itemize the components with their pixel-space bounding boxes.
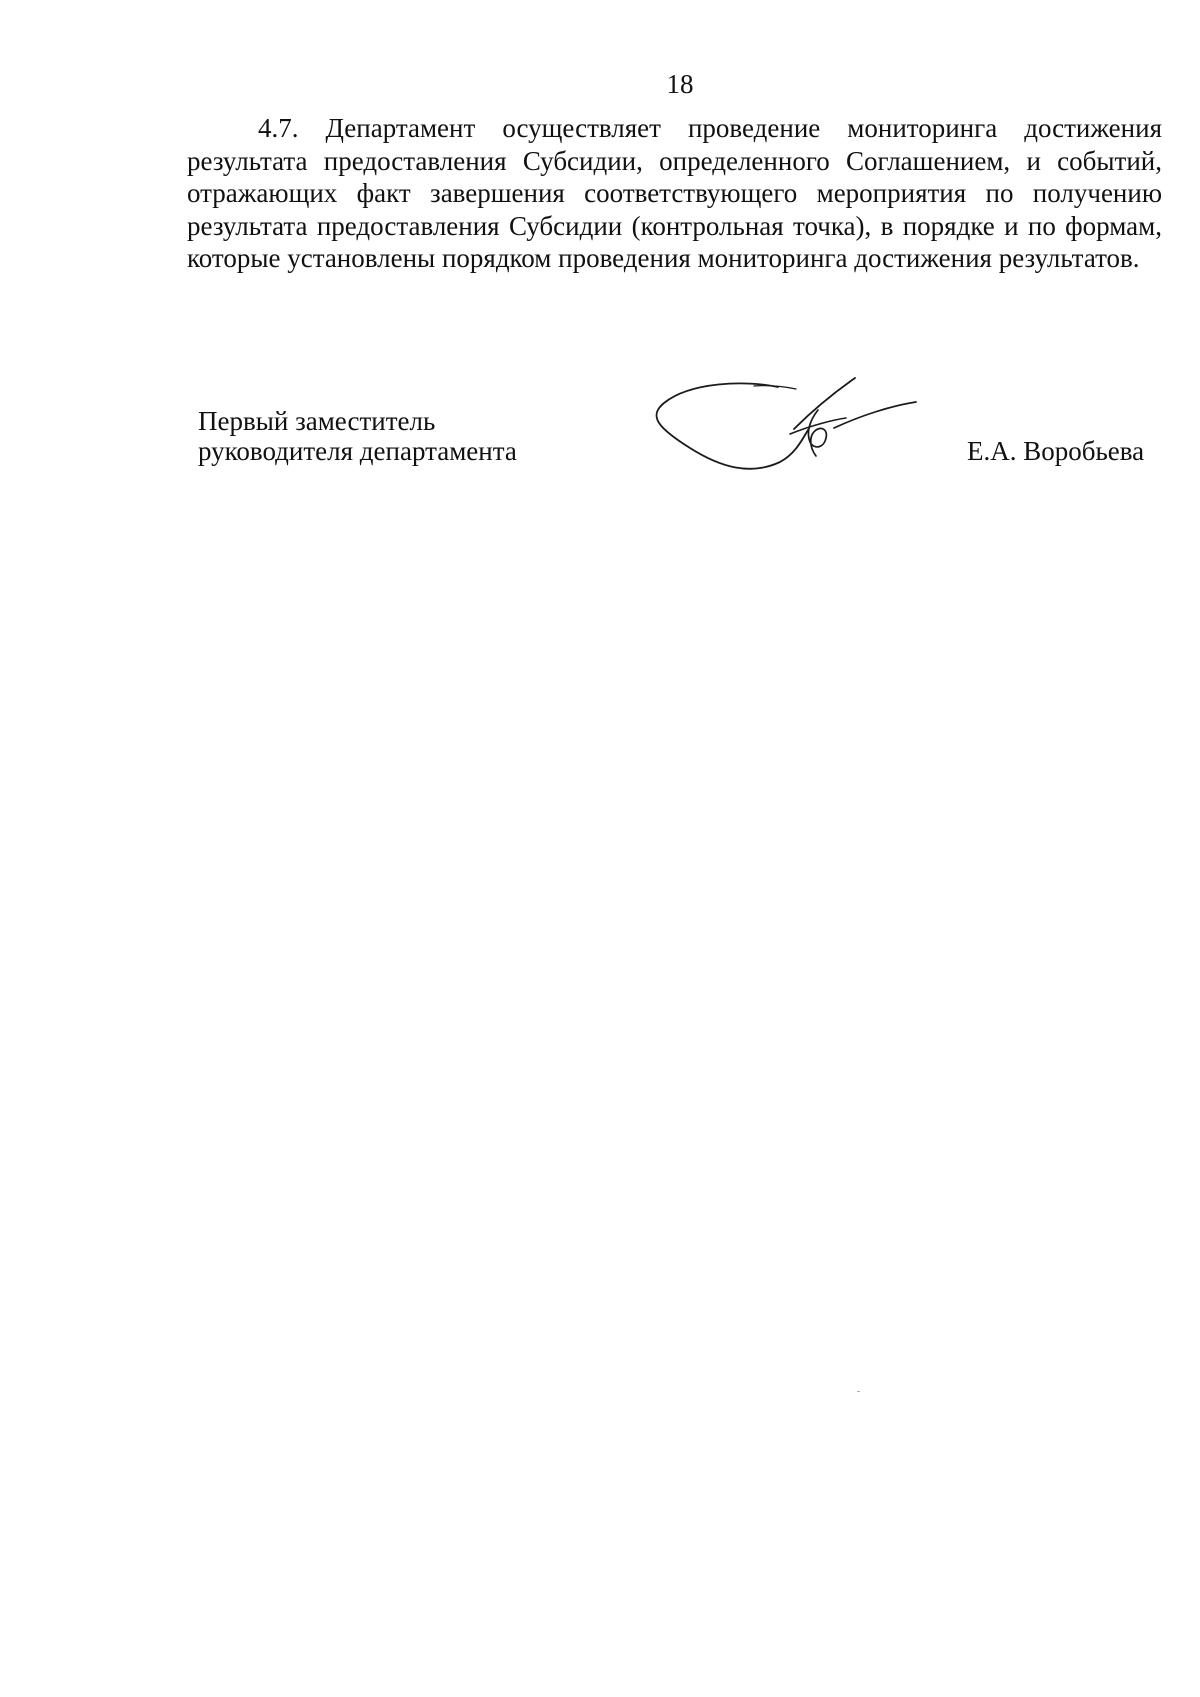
signer-position-line-2: руководителя департамента: [198, 436, 517, 466]
paragraph-4-7: 4.7. Департамент осуществляет проведение мониторинга достижения результата предоставления Субсидии, определенного Соглашением, и событий, отражающих факт завершения соответствующего мероприятия по получению результата предоставления Субсидии (контрольная точка), в порядке и по формам, которые установлены порядком проведения мониторинга достижения результатов.: [187, 113, 1162, 274]
handwritten-signature-icon: [650, 370, 920, 482]
page-number: 18: [666, 69, 694, 99]
signer-position-line-1: Первый заместитель: [198, 406, 436, 436]
scan-speck: [857, 1391, 860, 1392]
signer-name: Е.А. Воробьева: [967, 436, 1145, 466]
signer-position: [198, 406, 517, 466]
